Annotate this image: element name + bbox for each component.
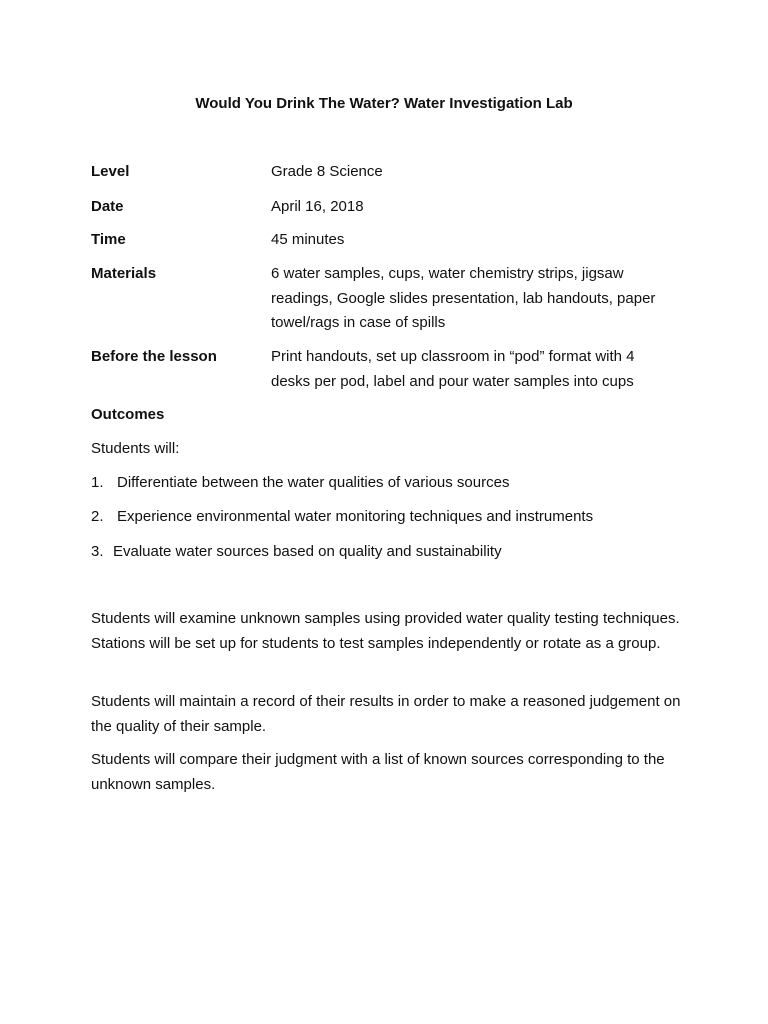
outcome-text: Experience environmental water monitoring techniques and instruments [117, 508, 594, 525]
outcome-number: 1. [91, 474, 104, 491]
body-paragraph: Students will compare their judgment with a list of known sources corresponding to the unknown samples. [91, 751, 665, 793]
field-label: Materials [91, 265, 157, 282]
field-label: Date [91, 198, 124, 215]
field-value: Print handouts, set up classroom in “pod” format with 4 desks per pod, label and pour water samples into cups [271, 348, 635, 390]
field-value: 45 minutes [271, 231, 345, 248]
outcome-item [91, 540, 502, 564]
outcome-number: 3. [91, 543, 104, 560]
outcomes-heading: Outcomes [91, 406, 165, 423]
outcome-item [91, 505, 593, 529]
field-value: 6 water samples, cups, water chemistry strips, jigsaw readings, Google slides presentation, lab handouts, paper towel/rags in case of spills [271, 265, 656, 331]
field-label: Before the lesson [91, 348, 217, 365]
document-title: Would You Drink The Water? Water Investigation Lab [195, 95, 573, 112]
body-paragraph: Students will maintain a record of their results in order to make a reasoned judgement on the quality of their sample. [91, 693, 681, 735]
field-label: Time [91, 231, 126, 248]
body-paragraph: Students will examine unknown samples using provided water quality testing techniques. Stations will be set up for students to test samples independently or rotate as a group. [91, 610, 680, 652]
outcome-item [91, 471, 509, 495]
outcome-text: Evaluate water sources based on quality and sustainability [113, 543, 502, 560]
field-label: Level [91, 163, 130, 180]
field-value: April 16, 2018 [271, 198, 364, 215]
outcomes-intro: Students will: [91, 440, 180, 457]
outcome-number: 2. [91, 508, 104, 525]
field-value: Grade 8 Science [271, 163, 383, 180]
outcome-text: Differentiate between the water qualities of various sources [117, 474, 510, 491]
